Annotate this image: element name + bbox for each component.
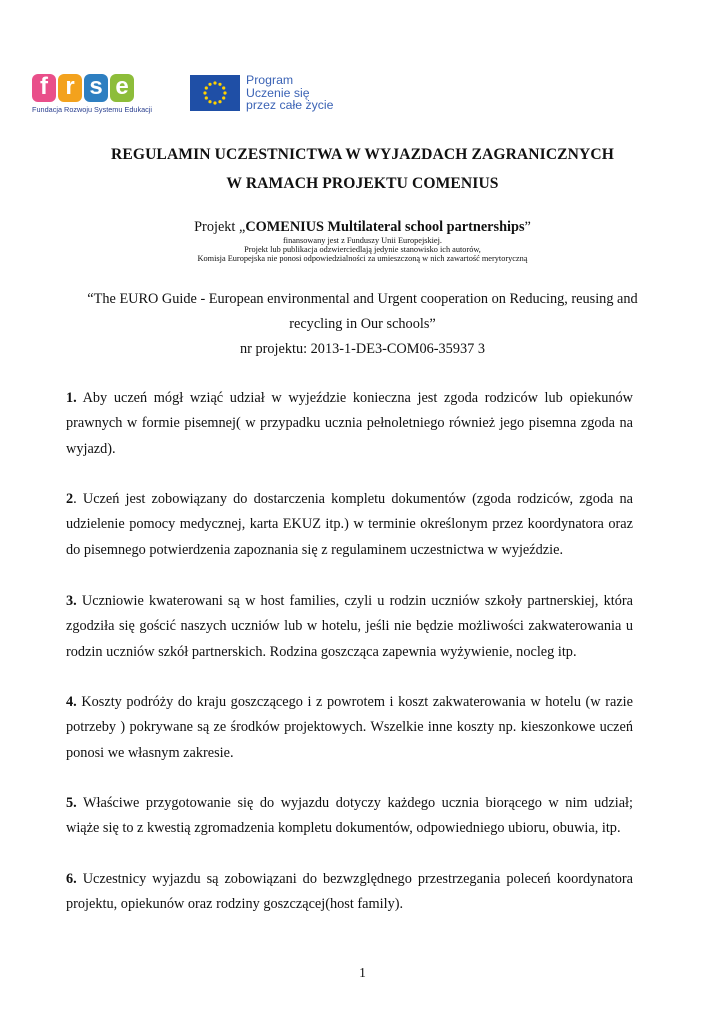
project-title-line-1: “The EURO Guide - European environmental and Urgent cooperation on Reducing, reusing and — [87, 291, 638, 307]
frse-tagline: Fundacja Rozwoju Systemu Edukacji — [32, 105, 153, 114]
rule-3 — [66, 589, 633, 665]
rule-number: 4. — [66, 694, 77, 710]
project-title-line-2: recycling in Our schools” — [289, 316, 436, 332]
eu-program-label — [246, 74, 333, 112]
project-prefix: Projekt „ — [194, 219, 246, 235]
frse-logo — [32, 73, 153, 118]
rule-number: 5. — [66, 795, 77, 811]
eu-program-line-2: Uczenie się — [246, 85, 310, 100]
eu-program-line-1: Program — [246, 73, 294, 87]
document-title-line-2: W RAMACH PROJEKTU COMENIUS — [226, 175, 499, 192]
rule-text: Uczestnicy wyjazdu są zobowiązani do bezwzględnego przestrzegania poleceń koordynatora projektu, opiekunów oraz rodziny goszczącej(host family). — [66, 871, 633, 913]
project-line — [0, 219, 725, 236]
rule-number: 6. — [66, 871, 77, 887]
frse-letter-e: e — [110, 74, 134, 102]
frse-letter-r: r — [58, 74, 82, 102]
financing-note-1: finansowany jest z Funduszy Unii Europejskiej. — [283, 236, 442, 245]
rule-number: 2 — [66, 491, 74, 507]
rule-text: Aby uczeń mógł wziąć udział w wyjeździe konieczna jest zgoda rodziców lub opiekunów prawnych w formie pisemnej( w przypadku ucznia pełnoletniego również jego pisemna zgoda na wyjazd). — [66, 390, 633, 457]
frse-letter-s: s — [84, 74, 108, 102]
rule-text: Właściwe przygotowanie się do wyjazdu dotyczy każdego ucznia biorącego w nim udział; wiąże się to z kwestią zgromadzenia kompletu dokumentów, odpowiedniego ubioru, obuwia, itp. — [66, 795, 633, 837]
financing-note-2: Projekt lub publikacja odzwierciedlają jedynie stanowisko ich autorów, — [244, 245, 481, 254]
rule-2 — [66, 487, 633, 563]
frse-letters — [32, 74, 134, 102]
rule-number: 3. — [66, 593, 77, 609]
rule-text: . Uczeń jest zobowiązany do dostarczenia kompletu dokumentów (zgoda rodziców, zgoda na udzielenie pomocy medycznej, karta EKUZ itp.) w terminie określonym przez koordynatora oraz do pisemnego potwierdzenia zapoznania się z regulaminem uczestnictwa w wyjeździe. — [66, 491, 633, 558]
rule-text: Uczniowie kwaterowani są w host families, czyli u rodzin uczniów szkoły partnerskiej, która zgodziła się gościć naszych uczniów lub w hotelu, jeśli nie będzie możliwości zakwaterowania u rodzin uczniów szkół partnerskich. Rodzina goszcząca zapewnia wyżywienie, nocleg itp. — [66, 593, 633, 660]
page-number: 1 — [359, 965, 366, 980]
frse-letter-f: f — [32, 74, 56, 102]
rule-5 — [66, 791, 633, 842]
financing-note-3: Komisja Europejska nie ponosi odpowiedzialności za umieszczoną w nich zawartość merytoryczną — [197, 254, 528, 263]
rule-1 — [66, 386, 633, 462]
project-suffix: ” — [524, 219, 531, 235]
project-number: nr projektu: 2013-1-DE3-COM06-35937 3 — [239, 341, 485, 357]
rule-4 — [66, 690, 633, 766]
document-title-line-1: REGULAMIN UCZESTNICTWA W WYJAZDACH ZAGRANICZNYCH — [110, 146, 614, 163]
project-name: COMENIUS Multilateral school partnerships — [245, 219, 525, 235]
eu-flag-icon — [190, 75, 240, 111]
rule-text: Koszty podróży do kraju goszczącego i z powrotem i koszt zakwaterowania w hotelu (w razie potrzeby ) pokrywane są ze środków projektowych. Wszelkie inne koszty np. kieszonkowe uczeń ponosi we własnym zakresie. — [66, 694, 633, 761]
eu-program-line-3: przez całe życie — [246, 98, 334, 112]
rule-6 — [66, 867, 633, 918]
rule-number: 1. — [66, 390, 77, 406]
